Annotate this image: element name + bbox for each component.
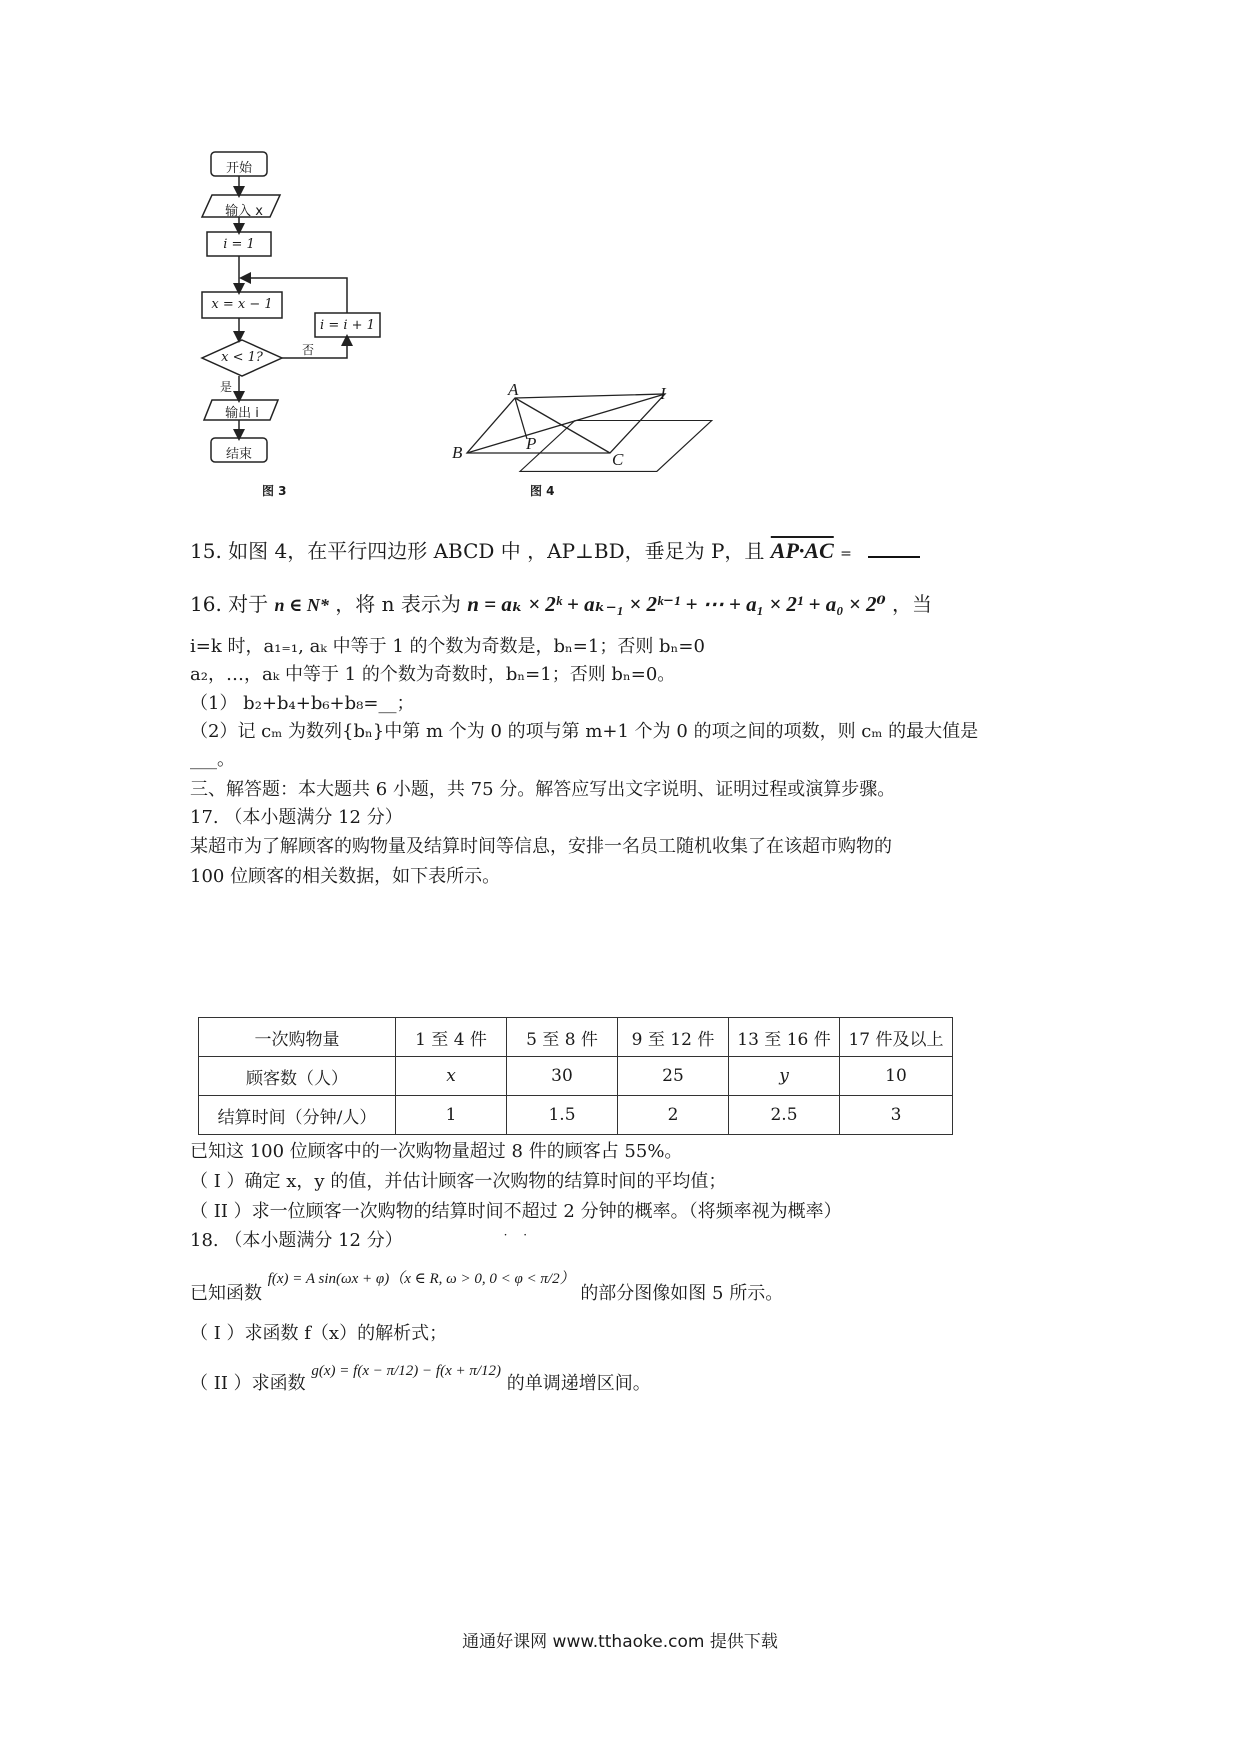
table-row	[199, 1057, 953, 1096]
question-15	[190, 537, 920, 568]
q16-line-3: a₂，…，aₖ 中等于 1 的个数为奇数时，bₙ=1；否则 bₙ=0。	[190, 664, 676, 685]
figure-3-caption: 图 3	[262, 484, 287, 498]
q18-lead: 已知函数	[190, 1283, 262, 1304]
flow-end: 结束	[225, 447, 252, 462]
parallelogram-lines	[455, 385, 685, 475]
q16-tail: ，当	[892, 592, 933, 616]
q18-part-2-tail: 的单调递增区间。	[506, 1373, 651, 1394]
q17-part-2	[190, 1198, 842, 1226]
q18-part-2	[190, 1363, 651, 1399]
table-cell: 1	[396, 1096, 507, 1135]
section-3-heading: 三、解答题：本大题共 6 小题，共 75 分。解答应写出文字说明、证明过程或演算步骤。	[190, 779, 896, 800]
q18-part-2-function: g(x) = f(x − π/12) − f(x + π/12)	[311, 1363, 502, 1379]
table-cell: 13 至 16 件	[729, 1018, 840, 1057]
flow-increment: i = i + 1	[320, 318, 375, 333]
table-cell: 1.5	[507, 1096, 618, 1135]
q17-part-2-emphasis: 不超过 · ·	[504, 1201, 558, 1222]
table-cell: 1 至 4 件	[396, 1018, 507, 1057]
q16-part-2-end: ___。	[190, 749, 235, 770]
table-cell: 3	[840, 1096, 953, 1135]
q17-header: 17. （本小题满分 12 分）	[190, 807, 403, 828]
table-cell: 一次购物量	[199, 1018, 396, 1057]
q16-lead: 16. 对于	[190, 592, 269, 616]
table-cell: 2.5	[729, 1096, 840, 1135]
table-cell: 结算时间（分钟/人）	[199, 1096, 396, 1135]
flow-start: 开始	[225, 161, 252, 176]
table-row	[199, 1096, 953, 1135]
q15-text: 15. 如图 4，在平行四边形 ABCD 中 ，AP⊥BD，垂足为 P，且	[190, 539, 765, 563]
q15-vector-product: AP·AC	[770, 538, 834, 563]
q17-intro-1: 某超市为了解顾客的购物量及结算时间等信息，安排一名员工随机收集了在该超市购物的	[190, 836, 892, 857]
question-16	[190, 590, 932, 619]
table-cell: 10	[840, 1057, 953, 1096]
q16-mid: ，将 n 表示为	[335, 592, 461, 616]
table-cell: 2	[618, 1096, 729, 1135]
vertex-b-label: B	[452, 443, 463, 462]
point-p-label: P	[526, 434, 537, 453]
vertex-d-label: I	[660, 384, 666, 403]
q16-set: n ∈ N*	[274, 595, 329, 615]
table-cell: 30	[507, 1057, 618, 1096]
flow-step: x = x − 1	[211, 297, 273, 312]
vertex-a-label: A	[508, 380, 519, 399]
q16-part-2: （2）记 cₘ 为数列{bₙ}中第 m 个为 0 的项与第 m+1 个为 0 的项之间的项数，则 cₘ 的最大值是	[190, 721, 979, 742]
q17-known: 已知这 100 位顾客中的一次购物量超过 8 件的顾客占 55%。	[190, 1141, 683, 1162]
table-cell: 9 至 12 件	[618, 1018, 729, 1057]
table-cell: 5 至 8 件	[507, 1018, 618, 1057]
q17-part-1: （ I ）确定 x，y 的值，并估计顾客一次购物的结算时间的平均值；	[190, 1171, 727, 1192]
q17-intro-2: 100 位顾客的相关数据，如下表所示。	[190, 866, 501, 887]
q18-header: 18. （本小题满分 12 分）	[190, 1230, 403, 1251]
table-cell: 顾客数（人）	[199, 1057, 396, 1096]
q18-part-1: （ I ）求函数 f（x）的解析式；	[190, 1323, 448, 1344]
q17-part-2-a: （ II ）求一位顾客一次购物的结算时间	[190, 1201, 504, 1222]
table-cell: x	[396, 1057, 507, 1096]
shopping-data-table	[198, 1017, 953, 1135]
q16-part-1: （1） b₂+b₄+b₆+b₈=__；	[190, 693, 415, 714]
table-cell: 17 件及以上	[840, 1018, 953, 1057]
flow-condition: x < 1?	[221, 350, 263, 365]
q18-part-2-lead: （ II ）求函数	[190, 1373, 306, 1394]
flow-output: 输出 i	[225, 406, 259, 421]
table-header-row	[199, 1018, 953, 1057]
table-cell: 25	[618, 1057, 729, 1096]
q18-tail: 的部分图像如图 5 所示。	[580, 1283, 784, 1304]
q16-line-2: i=k 时，a₁₌₁, aₖ 中等于 1 的个数为奇数是，bₙ=1；否则 bₙ=0	[190, 636, 705, 657]
page-footer: 通通好课网 www.tthaoke.com 提供下载	[462, 1632, 778, 1652]
flow-input: 输入 x	[225, 204, 263, 219]
vertex-c-label: C	[612, 450, 624, 469]
figure-4-caption: 图 4	[530, 484, 555, 498]
flow-init: i = 1	[223, 237, 255, 252]
flow-no-label: 否	[302, 343, 315, 357]
flow-yes-label: 是	[220, 380, 233, 394]
q15-equals: =	[840, 546, 852, 562]
table-cell: y	[729, 1057, 840, 1096]
q18-function: f(x) = A sin(ωx + φ)（x ∈ R, ω > 0, 0 < φ < π/2）	[267, 1271, 575, 1287]
q16-formula: n = aₖ × 2ᵏ + aₖ₋₁ × 2ᵏ⁻¹ + ⋯ + a₁ × 2¹ + a₀ × 2⁰	[467, 592, 886, 616]
q15-answer-blank	[868, 538, 920, 558]
q17-part-2-c: 2 分钟的概率。（将频率视为概率）	[557, 1201, 842, 1222]
